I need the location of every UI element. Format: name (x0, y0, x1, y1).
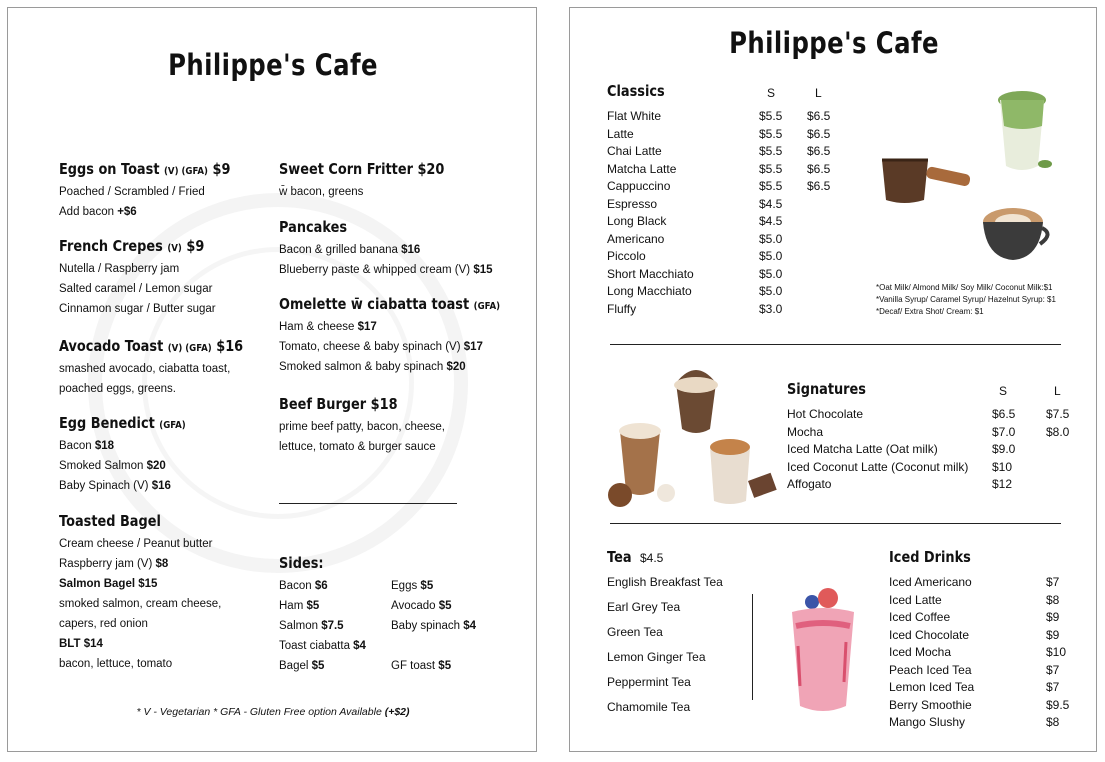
menu-line: Bacon & grilled banana $16 (279, 244, 421, 256)
drink-price: $8 (1046, 592, 1060, 607)
section-title: Beef Burger (279, 395, 367, 413)
drink-name: Lemon Iced Tea (889, 680, 975, 694)
section-tags: (V) (167, 243, 182, 254)
section-price: $9 (212, 160, 231, 178)
menu-line: Smoked Salmon $20 (59, 460, 166, 472)
drink-name: Espresso (607, 196, 658, 211)
menu-line: Bacon $18 (59, 440, 114, 452)
side-item: GF toast $5 (391, 660, 452, 672)
divider (279, 503, 457, 504)
section-title: French Crepes (59, 237, 163, 255)
side-item: Eggs $5 (391, 580, 434, 592)
drink-name: Matcha Latte (607, 161, 677, 176)
matcha-latte-image (996, 86, 1052, 174)
price-large: $6.5 (807, 126, 831, 141)
price-small: $5.0 (759, 231, 783, 246)
drink-name: Americano (607, 231, 665, 246)
drink-price: $9 (1046, 627, 1060, 642)
berry-smoothie-image (788, 586, 858, 716)
side-item: Salmon $7.5 (279, 620, 344, 632)
menu-line: Poached / Scrambled / Fried (59, 186, 205, 198)
tea-name: Chamomile Tea (607, 700, 691, 714)
menu-line: bacon, lettuce, tomato (59, 658, 173, 670)
drink-name: Iced Latte (889, 592, 942, 607)
price-small: $5.0 (759, 284, 783, 298)
section-price: $9 (186, 237, 205, 255)
price-large: $6.5 (807, 179, 831, 193)
price-small: $7.0 (992, 424, 1016, 439)
drink-name: Fluffy (607, 301, 637, 316)
menu-line: Ham & cheese $17 (279, 321, 377, 333)
menu-line: smashed avocado, ciabatta toast, (59, 363, 231, 375)
section-price: $20 (417, 160, 445, 178)
drink-name: Iced Chocolate (889, 627, 970, 642)
price-small: $9.0 (992, 442, 1016, 456)
size-s-header: S (767, 86, 776, 100)
drink-name: Iced Mocha (889, 645, 952, 659)
side-item: Ham $5 (279, 600, 320, 612)
signature-drinks-image (606, 353, 782, 511)
drink-name: Mocha (787, 424, 824, 439)
divider-vertical (752, 594, 753, 700)
size-l-header: L (815, 86, 822, 100)
drink-name: Iced Coconut Latte (Coconut milk) (787, 459, 969, 474)
drink-price: $7 (1046, 575, 1060, 589)
tea-name: Earl Grey Tea (607, 600, 681, 614)
menu-line: lettuce, tomato & burger sauce (279, 441, 436, 453)
drink-name: Cappuccino (607, 179, 671, 193)
tea-name: Lemon Ginger Tea (607, 650, 706, 664)
menu-line: Add bacon +$6 (59, 206, 137, 218)
section-price: $18 (370, 395, 398, 413)
price-small: $5.5 (759, 179, 783, 193)
drink-price: $9 (1046, 610, 1060, 624)
divider (610, 344, 1061, 345)
price-small: $6.5 (992, 407, 1016, 421)
menu-line: prime beef patty, bacon, cheese, (279, 421, 445, 433)
section-title: Avocado Toast (59, 337, 164, 355)
menu-line: Raspberry jam (V) $8 (59, 558, 169, 570)
menu-line: capers, red onion (59, 618, 148, 630)
drink-name: Long Black (607, 214, 667, 228)
price-small: $5.0 (759, 249, 783, 263)
price-small: $4.5 (759, 214, 783, 228)
cappuccino-cup-image (976, 204, 1050, 264)
drink-name: Long Macchiato (607, 284, 692, 298)
menu-line: Blueberry paste & whipped cream (V) $15 (279, 264, 493, 276)
menu-line: Nutella / Raspberry jam (59, 263, 180, 275)
footnote: * V - Vegetarian * GFA - Gluten Free option Available (+$2) (136, 706, 410, 718)
section-price: $16 (216, 337, 244, 355)
price-small: $5.0 (759, 266, 783, 281)
drink-name: Iced Coffee (889, 610, 951, 624)
drink-name: Piccolo (607, 249, 646, 263)
menu-page-food: Philippe's Cafe Eggs on Toast (V) (GFA) $9 Poached / Scrambled / Fried Add bacon +$6 French Crepes (V) $9 Nutella / Raspberry jam Salted caramel / Lemon sugar Cinnamon sugar / Butter sugar Avocado Toast (V) (GFA) $16 smashed avocado, ciabatta toast, poached eggs, greens. Egg Benedict (GFA) Bacon $18 Smoked Salmon $20 Baby Spinach (V) $16 Toasted Bagel Cream cheese / Peanut butter Raspberry jam (V) $8 Salmon Bagel $15 smoked salmon, cream cheese, capers, red onion BLT $14 bacon, lettuce, tomato Sweet Corn Fritter $20 w̄ bacon, greens Pancakes Bacon & grilled banana $16 Blueberry paste & whipped cream (V) $15 Omelette w̄ ciabatta toast (GFA) Ham & cheese $17 Tomato, cheese & baby spinach (V) $17 Smoked salmon & baby spinach $20 Beef Burger $18 prime beef patty, bacon, cheese, lettuce, tomato & burger sauce Sides: Bacon $6 Eggs $5 Ham $5 Avocado $5 Salmon $7.5 Baby spinach $4 Toast ciabatta $4 Bagel $5 GF toast $5 * V - Vegetarian * GFA - Gluten Free option Available (+$2) (7, 7, 537, 752)
side-item: Bacon $6 (279, 580, 328, 592)
section-title: Egg Benedict (59, 414, 155, 432)
drink-name: Berry Smoothie (889, 697, 972, 712)
section-tags: (V) (GFA) (167, 343, 212, 354)
section-title: Omelette w̄ ciabatta toast (279, 295, 470, 313)
menu-line: Cinnamon sugar / Butter sugar (59, 303, 216, 315)
menu-line: Baby Spinach (V) $16 (59, 480, 171, 492)
menu-line: Salted caramel / Lemon sugar (59, 283, 213, 295)
price-small: $12 (992, 477, 1013, 491)
side-item: Toast ciabatta $4 (279, 640, 366, 652)
menu-line: w̄ bacon, greens (279, 186, 364, 198)
tea-name: English Breakfast Tea (607, 575, 723, 589)
price-large: $6.5 (807, 161, 831, 176)
price-small: $5.5 (759, 109, 783, 123)
tea-name: Green Tea (607, 625, 663, 639)
section-title: Eggs on Toast (59, 160, 160, 178)
menu-line: Smoked salmon & baby spinach $20 (279, 361, 466, 373)
bagel-item-name: BLT $14 (59, 638, 103, 650)
bagel-item-name: Salmon Bagel $15 (59, 578, 158, 590)
side-item: Bagel $5 (279, 660, 325, 672)
size-s-header: S (999, 384, 1008, 398)
side-item: Avocado $5 (391, 600, 452, 612)
price-large: $6.5 (807, 144, 831, 158)
section-title: Tea (607, 548, 632, 566)
menu-page-drinks: Philippe's Cafe Classics S L Flat White $5.5 $6.5 Latte $5.5 $6.5 Chai Latte $5.5 $6.5 Matcha Latte $5.5 $6.5 Cappuccino $5.5 $6.5 Espresso $4.5 Long Black $4.5 Americano $5.0 Piccolo $5.0 Short Macchiato $5.0 Long Macchiato $5.0 Fluffy $3.0 *Oat Milk/ Almond Milk/ Soy Milk/ Coconut Milk:$1 *Vanilla Syrup/ Caramel Syrup/ Hazelnut Syrup: $1 *Decaf/ Extra Shot/ Cream: $1 Signatures S L Hot Chocolate $6.5 $7.5 Mocha $7.0 $8.0 Iced Matcha Latte (Oat milk) $9.0 Iced Coconut Latte (Coconut milk) $10 Affogato $12 Tea $4.5 English Breakfast Tea Earl Grey Tea Green Tea Lemon Ginger Tea Peppermint Tea Chamomile Tea Iced Drinks Iced Americano $7 Iced Latte $8 Iced Coffee $9 Iced Chocolate $9 Iced Mocha $10 Peach Iced Tea $7 Lemon Iced Tea $7 Berry Smoothie $9.5 Mango Slushy $8 (569, 7, 1097, 752)
drink-price: $10 (1046, 645, 1067, 659)
espresso-jug-image (878, 148, 974, 206)
price-large: $8.0 (1046, 424, 1070, 439)
price-small: $5.5 (759, 161, 783, 176)
drink-name: Hot Chocolate (787, 407, 864, 421)
page-title: Philippe's Cafe (168, 48, 378, 82)
drink-name: Chai Latte (607, 144, 662, 158)
drink-price: $7 (1046, 662, 1060, 677)
size-l-header: L (1054, 384, 1061, 398)
drink-name: Latte (607, 126, 634, 141)
price-small: $5.5 (759, 126, 783, 141)
drink-name: Iced Matcha Latte (Oat milk) (787, 442, 938, 456)
section-tags: (GFA) (159, 420, 186, 431)
price-small: $4.5 (759, 196, 783, 211)
menu-line: smoked salmon, cream cheese, (59, 598, 222, 610)
price-small: $5.5 (759, 144, 783, 158)
drink-name: Mango Slushy (889, 715, 966, 729)
menu-line: poached eggs, greens. (59, 383, 177, 395)
price-small: $10 (992, 459, 1013, 474)
menu-line: Tomato, cheese & baby spinach (V) $17 (279, 341, 483, 353)
price-small: $3.0 (759, 301, 783, 316)
drink-name: Iced Americano (889, 575, 972, 589)
tea-name: Peppermint Tea (607, 675, 691, 689)
drink-name: Peach Iced Tea (889, 662, 972, 677)
section-tags: (V) (GFA) (163, 166, 208, 177)
drink-name: Short Macchiato (607, 266, 694, 281)
price-large: $7.5 (1046, 407, 1070, 421)
drink-price: $8 (1046, 715, 1060, 729)
tea-price: $4.5 (640, 551, 664, 565)
price-large: $6.5 (807, 109, 831, 123)
divider (610, 523, 1061, 524)
drink-price: $7 (1046, 680, 1060, 694)
drink-name: Flat White (607, 109, 662, 123)
section-title: Sweet Corn Fritter (279, 160, 413, 178)
drink-name: Affogato (787, 477, 832, 491)
section-tags: (GFA) (473, 301, 501, 312)
page-title: Philippe's Cafe (729, 26, 939, 60)
side-item: Baby spinach $4 (391, 620, 477, 632)
drink-price: $9.5 (1046, 697, 1070, 712)
menu-line: Cream cheese / Peanut butter (59, 538, 213, 550)
